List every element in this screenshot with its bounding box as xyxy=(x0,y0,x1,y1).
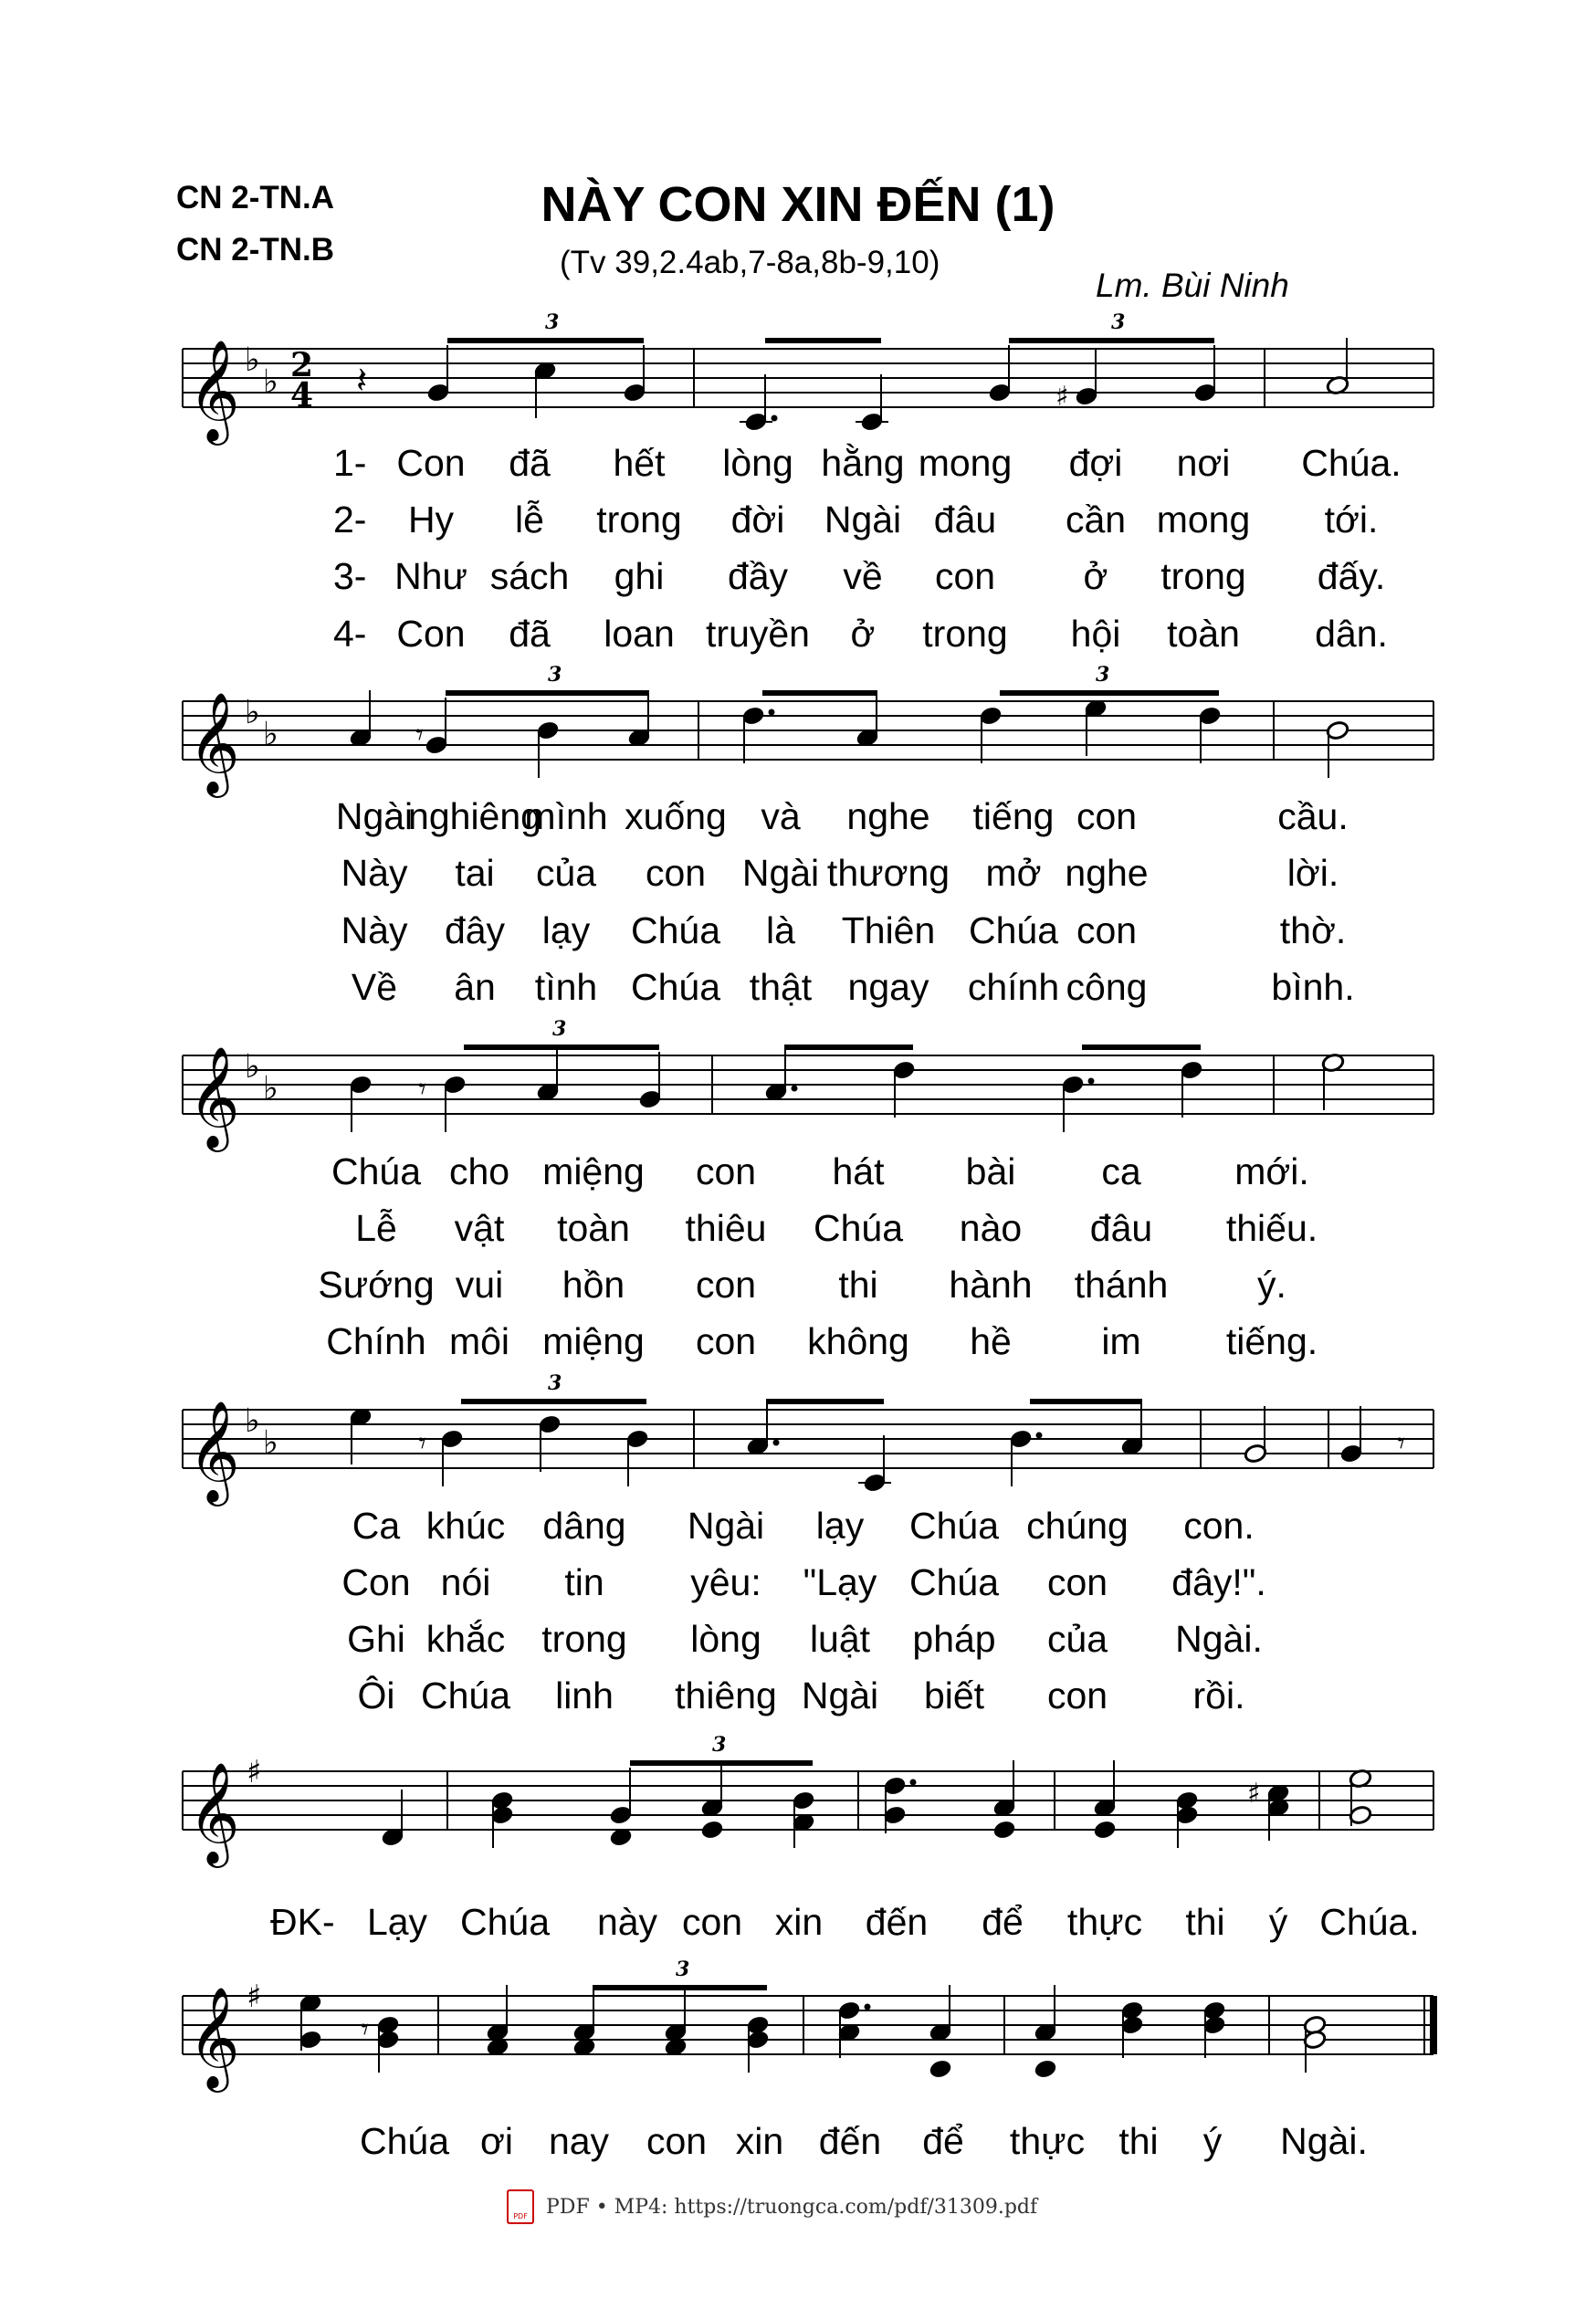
lyric-syllable: im xyxy=(1101,1320,1141,1362)
refrain-label: ĐK- xyxy=(270,1901,335,1943)
lyric-syllable: Chúa. xyxy=(1301,442,1402,484)
time-signature-bottom: 4 xyxy=(290,376,314,415)
verse-number: 4- xyxy=(333,613,367,655)
lyric-syllable: tình xyxy=(534,966,598,1008)
verse-number: 3- xyxy=(333,555,367,597)
lyric-syllable: lễ xyxy=(515,499,544,541)
lyric-syllable: về xyxy=(843,555,883,597)
beam xyxy=(785,1045,913,1050)
lyric-syllable: Hy xyxy=(407,499,455,541)
lyric-syllable: thiếu. xyxy=(1225,1207,1318,1249)
refrain-syllable: ơi xyxy=(480,2120,513,2162)
lyric-syllable: thương xyxy=(826,852,950,894)
refrain-syllable: thực xyxy=(1066,1901,1143,1943)
flat-icon: ♭ xyxy=(263,1424,278,1462)
treble-clef-icon: 𝄞 xyxy=(188,339,240,441)
refrain-syllable: thi xyxy=(1118,2120,1159,2162)
lyric-syllable: con xyxy=(1046,1674,1108,1716)
flat-icon: ♭ xyxy=(263,1070,278,1108)
lyric-syllable: Chính xyxy=(326,1320,426,1362)
dot xyxy=(865,2004,871,2010)
eighth-rest-icon: 𝄾 xyxy=(361,2011,370,2048)
sharp-accidental-icon: ♯ xyxy=(1055,381,1069,413)
final-barline-thick xyxy=(1430,1996,1437,2054)
lyric-syllable: vật xyxy=(454,1207,505,1249)
dot xyxy=(773,1440,780,1446)
lyric-syllable: Chúa xyxy=(968,909,1059,951)
lyric-syllable: hề xyxy=(970,1320,1012,1362)
lyric-syllable: Ngài xyxy=(824,499,902,541)
lyric-syllable: môi xyxy=(448,1320,510,1362)
lyric-syllable: Chúa xyxy=(908,1505,1000,1547)
triplet-mark: 3 xyxy=(548,663,562,687)
lyric-syllable: ngay xyxy=(847,966,929,1008)
lyric-syllable: mong xyxy=(1156,499,1251,541)
lyric-syllable: hát xyxy=(832,1150,885,1192)
sharp-accidental-icon: ♯ xyxy=(1247,1778,1261,1810)
refrain-syllable: để xyxy=(922,2120,964,2162)
lyric-syllable: xuống xyxy=(625,795,727,837)
flat-icon: ♭ xyxy=(263,363,278,401)
lyric-syllable: rồi. xyxy=(1192,1674,1245,1716)
notehead-lower xyxy=(1034,2059,1057,2080)
lyric-syllable: nơi xyxy=(1176,442,1231,484)
staff-system-2 xyxy=(0,663,1596,791)
lyric-syllable: Ghi xyxy=(347,1618,405,1660)
beam xyxy=(1009,338,1214,343)
lyric-syllable: tin xyxy=(564,1561,604,1603)
triplet-mark: 3 xyxy=(545,310,560,334)
lyric-syllable: Chúa xyxy=(630,909,721,951)
triplet-mark: 3 xyxy=(548,1371,562,1395)
staff-refrain-2 xyxy=(0,1950,1596,2087)
occasion-line-2: CN 2-TN.B xyxy=(176,232,335,268)
lyric-syllable: Con xyxy=(396,613,466,655)
notehead-lower xyxy=(992,1820,1016,1841)
lyric-syllable: đã xyxy=(509,613,551,655)
beam xyxy=(593,1985,767,1990)
lyric-syllable: con xyxy=(645,852,707,894)
beam xyxy=(630,1760,813,1766)
lyric-syllable: ở xyxy=(850,613,876,655)
lyric-syllable: dâng xyxy=(542,1505,626,1547)
lyric-syllable: Này xyxy=(341,909,408,951)
lyric-syllable: đầy xyxy=(727,555,789,597)
beam xyxy=(447,338,644,343)
treble-clef-icon: 𝄞 xyxy=(188,691,240,793)
eighth-rest-icon: 𝄾 xyxy=(415,717,425,753)
dot xyxy=(769,709,775,716)
refrain-syllable: đến xyxy=(818,2120,882,2162)
lyric-syllable: con xyxy=(695,1264,757,1306)
notehead-lower xyxy=(1093,1820,1117,1841)
lyric-syllable: thiêng xyxy=(675,1674,777,1716)
lyric-syllable: cầu. xyxy=(1277,795,1349,837)
lyric-syllable: nói xyxy=(440,1561,491,1603)
flat-icon: ♭ xyxy=(245,1048,260,1086)
lyric-syllable: thờ. xyxy=(1279,909,1347,951)
lyric-syllable: Ngài. xyxy=(1175,1618,1263,1660)
treble-clef-icon: 𝄞 xyxy=(188,1400,240,1502)
staff-system-1 xyxy=(0,310,1596,441)
lyric-syllable: cho xyxy=(448,1150,510,1192)
lyric-syllable: Ngài xyxy=(801,1674,879,1716)
lyric-syllable: bài xyxy=(965,1150,1016,1192)
beam xyxy=(461,1399,646,1404)
lyric-syllable: Sướng xyxy=(318,1264,435,1306)
lyric-syllable: đây!". xyxy=(1171,1561,1266,1603)
beam xyxy=(1030,1399,1141,1404)
lyric-syllable: khắc xyxy=(425,1618,506,1660)
notehead-lower xyxy=(929,2059,952,2080)
treble-clef-icon: 𝄞 xyxy=(188,1045,240,1148)
lyric-syllable: ân xyxy=(454,966,496,1008)
refrain-syllable: Chúa xyxy=(359,2120,450,2162)
lyric-syllable: lòng xyxy=(690,1618,761,1660)
lyric-syllable: vui xyxy=(455,1264,504,1306)
lyric-syllable: thật xyxy=(749,966,813,1008)
lyric-syllable: Chúa xyxy=(908,1561,1000,1603)
lyric-syllable: con xyxy=(695,1150,757,1192)
refrain-syllable: đến xyxy=(865,1901,929,1943)
lyric-syllable: Ngài xyxy=(741,852,820,894)
lyric-syllable: ý. xyxy=(1257,1264,1286,1306)
lyric-syllable: thánh xyxy=(1074,1264,1169,1306)
lyric-syllable: mình xyxy=(524,795,608,837)
time-signature-top: 2 xyxy=(290,346,314,384)
treble-clef-icon: 𝄞 xyxy=(188,1761,240,1863)
footer-text: PDF • MP4: https://truongca.com/pdf/31309.pdf xyxy=(546,2195,1038,2219)
triplet-mark: 3 xyxy=(712,1733,727,1757)
lyric-syllable: nghiêng xyxy=(408,795,541,837)
refrain-syllable: thực xyxy=(1009,2120,1086,2162)
refrain-syllable: Chúa. xyxy=(1319,1901,1420,1943)
staff-refrain-1 xyxy=(0,1726,1596,1863)
refrain-syllable: xin xyxy=(774,1901,824,1943)
sharp-icon: ♯ xyxy=(247,1754,262,1790)
lyric-syllable: con xyxy=(1076,795,1138,837)
lyric-syllable: tới. xyxy=(1324,499,1379,541)
beam xyxy=(765,338,881,343)
lyric-syllable: Chúa xyxy=(420,1674,511,1716)
refrain-syllable: con xyxy=(646,2120,708,2162)
refrain-syllable: Chúa xyxy=(459,1901,551,1943)
staff-system-4 xyxy=(0,1371,1596,1502)
dot xyxy=(792,1086,798,1092)
staff-system-3 xyxy=(0,1017,1596,1148)
lyric-syllable: yêu: xyxy=(690,1561,761,1603)
lyric-syllable: là xyxy=(766,909,795,951)
lyric-syllable: hành xyxy=(949,1264,1033,1306)
lyric-syllable: của xyxy=(535,852,597,894)
occasion-line-1: CN 2-TN.A xyxy=(176,180,335,215)
eighth-rest-icon: 𝄾 xyxy=(1397,1425,1406,1462)
pdf-file-icon: PDF xyxy=(507,2189,534,2224)
lyric-syllable: khúc xyxy=(425,1505,506,1547)
refrain-syllable: thi xyxy=(1185,1901,1225,1943)
lyric-syllable: lời. xyxy=(1286,852,1339,894)
lyric-syllable: Lễ xyxy=(355,1207,397,1249)
lyric-syllable: Ngài xyxy=(335,795,414,837)
lyric-syllable: luật xyxy=(809,1618,871,1660)
verse-number: 2- xyxy=(333,499,367,541)
refrain-syllable: Ngài. xyxy=(1280,2120,1368,2162)
refrain-syllable: để xyxy=(982,1901,1024,1943)
lyric-syllable: linh xyxy=(555,1674,614,1716)
lyric-syllable: hằng xyxy=(821,442,905,484)
verse-number: 1- xyxy=(333,442,367,484)
lyric-syllable: Chúa xyxy=(630,966,721,1008)
lyric-syllable: đã xyxy=(509,442,551,484)
lyric-syllable: Ôi xyxy=(357,1674,395,1716)
eighth-rest-icon: 𝄾 xyxy=(418,1425,427,1462)
lyric-syllable: Này xyxy=(341,852,408,894)
lyric-syllable: chính xyxy=(967,966,1060,1008)
lyric-syllable: toàn xyxy=(557,1207,630,1249)
lyric-syllable: con. xyxy=(1183,1505,1255,1547)
beam xyxy=(464,1045,659,1050)
flat-icon: ♭ xyxy=(263,716,278,753)
lyric-syllable: Như xyxy=(394,555,467,597)
triplet-mark: 3 xyxy=(1111,310,1126,334)
flat-icon: ♭ xyxy=(245,1402,260,1440)
lyric-syllable: Con xyxy=(341,1561,411,1603)
triplet-mark: 3 xyxy=(1096,663,1110,687)
lyric-syllable: Về xyxy=(351,966,398,1008)
lyric-syllable: không xyxy=(807,1320,909,1362)
lyric-syllable: Ca xyxy=(352,1505,401,1547)
lyric-syllable: đâu xyxy=(933,499,997,541)
lyric-syllable: nghe xyxy=(1065,852,1149,894)
lyric-syllable: trong xyxy=(922,613,1008,655)
sharp-icon: ♯ xyxy=(247,1979,262,2015)
lyric-syllable: trong xyxy=(596,499,682,541)
lyric-syllable: biết xyxy=(923,1674,985,1716)
beam xyxy=(1000,690,1219,696)
lyric-syllable: trong xyxy=(541,1618,627,1660)
lyric-syllable: Thiên xyxy=(841,909,936,951)
lyric-syllable: ghi xyxy=(614,555,665,597)
lyric-syllable: tiếng. xyxy=(1225,1320,1318,1362)
footer-link[interactable] xyxy=(507,2189,1037,2224)
flat-icon: ♭ xyxy=(245,694,260,731)
lyric-syllable: mong xyxy=(918,442,1013,484)
lyric-syllable: Con xyxy=(396,442,466,484)
lyric-syllable: đời xyxy=(730,499,785,541)
notehead-lower xyxy=(700,1820,724,1841)
lyric-syllable: con xyxy=(1046,1561,1108,1603)
lyric-syllable: hội xyxy=(1070,613,1121,655)
composer: Lm. Bùi Ninh xyxy=(1096,267,1289,304)
dot xyxy=(1036,1433,1043,1439)
quarter-rest-icon: 𝄽 xyxy=(356,360,368,402)
lyric-syllable: con xyxy=(695,1320,757,1362)
lyric-syllable: trong xyxy=(1160,555,1246,597)
beam xyxy=(767,1399,884,1404)
lyric-syllable: đây xyxy=(444,909,506,951)
lyric-syllable: loan xyxy=(604,613,675,655)
refrain-syllable: này xyxy=(596,1901,658,1943)
dot xyxy=(1088,1078,1095,1085)
refrain-syllable: xin xyxy=(735,2120,784,2162)
lyric-syllable: chúng xyxy=(1026,1505,1129,1547)
lyric-syllable: dân. xyxy=(1315,613,1388,655)
beam xyxy=(762,690,877,696)
lyric-syllable: lòng xyxy=(722,442,793,484)
lyric-syllable: tai xyxy=(455,852,495,894)
lyric-syllable: ở xyxy=(1083,555,1108,597)
flat-icon: ♭ xyxy=(245,341,260,379)
refrain-syllable: nay xyxy=(548,2120,610,2162)
song-title: NÀY CON XIN ĐẾN (1) xyxy=(541,177,1055,232)
lyric-syllable: hết xyxy=(613,442,666,484)
lyric-syllable: Ngài xyxy=(687,1505,765,1547)
lyric-syllable: đấy. xyxy=(1317,555,1386,597)
psalm-reference: (Tv 39,2.4ab,7-8a,8b-9,10) xyxy=(560,245,940,280)
beam xyxy=(1082,1045,1201,1050)
lyric-syllable: đợi xyxy=(1068,442,1123,484)
lyric-syllable: toàn xyxy=(1167,613,1240,655)
lyric-syllable: thiêu xyxy=(685,1207,767,1249)
lyric-syllable: pháp xyxy=(912,1618,996,1660)
lyric-syllable: miệng xyxy=(542,1320,645,1362)
lyric-syllable: sách xyxy=(489,555,570,597)
lyric-syllable: ca xyxy=(1101,1150,1141,1192)
lyric-syllable: tiếng xyxy=(972,795,1055,837)
dot xyxy=(910,1779,917,1786)
beam xyxy=(446,690,648,696)
refrain-syllable: ý xyxy=(1268,1901,1288,1943)
lyric-syllable: mới. xyxy=(1234,1150,1309,1192)
lyric-syllable: truyền xyxy=(706,613,810,655)
triplet-mark: 3 xyxy=(552,1017,567,1041)
eighth-rest-icon: 𝄾 xyxy=(418,1071,427,1108)
lyric-syllable: bình. xyxy=(1271,966,1355,1008)
triplet-mark: 3 xyxy=(676,1958,690,1981)
lyric-syllable: lạy xyxy=(815,1505,865,1547)
refrain-syllable: con xyxy=(681,1901,743,1943)
lyric-syllable: Chúa xyxy=(331,1150,422,1192)
lyric-syllable: nào xyxy=(959,1207,1023,1249)
lyric-syllable: của xyxy=(1046,1618,1108,1660)
lyric-syllable: con xyxy=(1076,909,1138,951)
lyric-syllable: và xyxy=(761,795,801,837)
lyric-syllable: cần xyxy=(1065,499,1127,541)
lyric-syllable: nghe xyxy=(846,795,930,837)
lyric-syllable: "Lạy xyxy=(803,1561,877,1603)
lyric-syllable: Chúa xyxy=(813,1207,904,1249)
lyric-syllable: lạy xyxy=(541,909,591,951)
lyric-syllable: con xyxy=(934,555,996,597)
lyric-syllable: mở xyxy=(985,852,1042,894)
lyric-syllable: đâu xyxy=(1089,1207,1153,1249)
lyric-syllable: thi xyxy=(838,1264,878,1306)
refrain-syllable: ý xyxy=(1202,2120,1223,2162)
lyric-syllable: hồn xyxy=(562,1264,625,1306)
treble-clef-icon: 𝄞 xyxy=(188,1986,240,2088)
refrain-syllable: Lạy xyxy=(366,1901,428,1943)
lyric-syllable: miệng xyxy=(542,1150,645,1192)
lyric-syllable: công xyxy=(1066,966,1148,1008)
dot xyxy=(772,415,778,422)
